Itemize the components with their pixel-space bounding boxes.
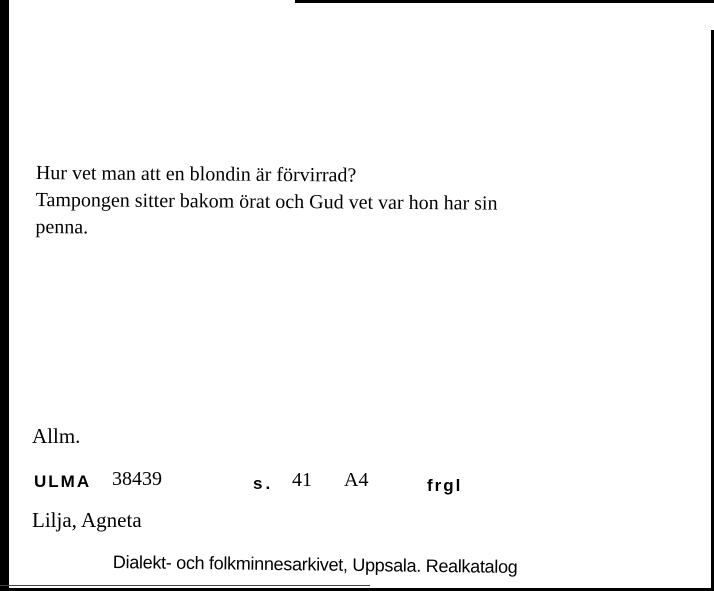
category-label: Allm.: [32, 424, 81, 448]
archive-footer: Dialekt- och folkminnesarkivet, Uppsala. Realkatalog: [112, 552, 518, 577]
scan-edge-left: [0, 0, 9, 591]
page-number: 41: [292, 469, 312, 491]
scan-edge-bottom-line: [0, 585, 370, 586]
text-line: Hur vet man att en blondin är förvirrad?: [35, 161, 357, 187]
archive-label: ULMA: [34, 472, 92, 491]
page-label: s.: [253, 474, 274, 493]
paper-format: A4: [344, 469, 369, 491]
archive-number: 38439: [112, 468, 162, 490]
card-body-text: [35, 160, 676, 246]
reference-line: [0, 470, 714, 500]
text-line: penna.: [35, 215, 89, 239]
text-line: Tampongen sitter bakom örat och Gud vet var hon har sin: [35, 188, 498, 215]
type-code: frgl: [427, 476, 463, 495]
informant-name: Lilja, Agneta: [32, 508, 142, 532]
scan-edge-top: [295, 0, 714, 3]
